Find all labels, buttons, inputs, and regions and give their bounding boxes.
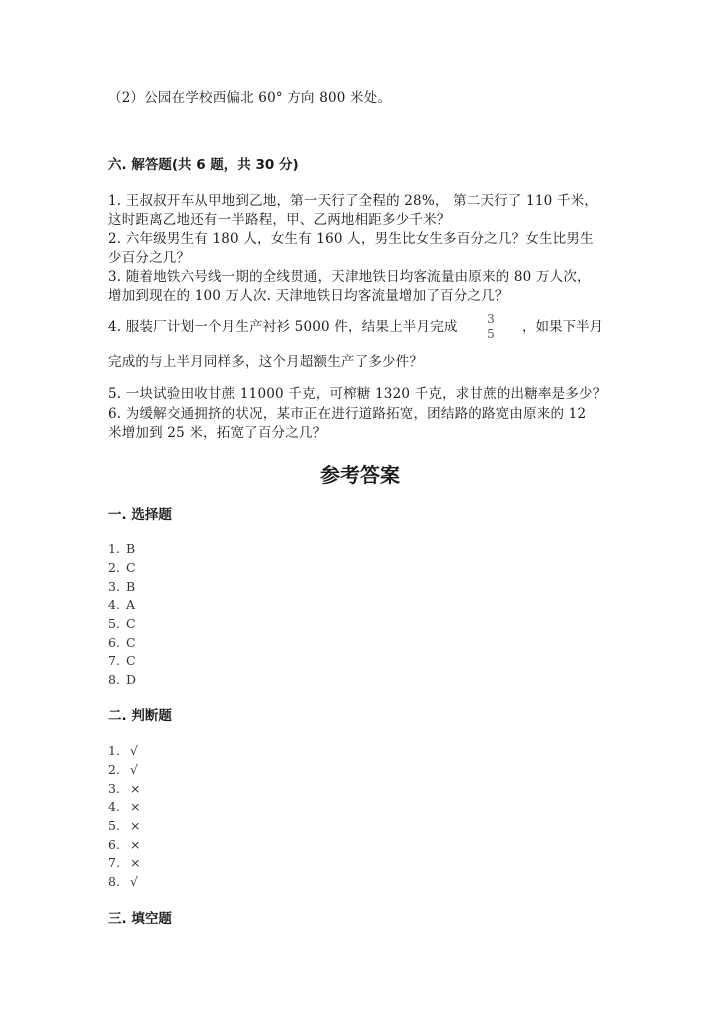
- question-1-line-1: 1. 王叔叔开车从甲地到乙地，第一天行了全程的 28%， 第二天行了 110 千米，: [108, 193, 599, 209]
- question-4-line-1-left: 4. 服装厂计划一个月生产衬衫 5000 件，结果上半月完成: [108, 319, 458, 335]
- fraction-numerator: 3: [487, 312, 495, 326]
- question-2-line-2: 少百分之几？: [108, 250, 191, 266]
- answer-item: 3. B: [108, 579, 136, 594]
- answers-section-2-heading: 二. 判断题: [108, 708, 172, 724]
- answer-item: 7. C: [108, 653, 136, 668]
- question-4-line-2: 完成的与上半月同样多，这个月超额生产了多少件？: [108, 354, 424, 370]
- fraction-three-fifths: [484, 312, 498, 342]
- answer-item: 6. C: [108, 635, 136, 650]
- question-5-line-1: 5. 一块试验田收甘蔗 11000 千克，可榨糖 1320 千克，求甘蔗的出糖率是多少？: [108, 386, 607, 402]
- answer-item: 8. D: [108, 672, 137, 687]
- answer-item: 5. ×: [108, 818, 141, 833]
- fraction-denominator: 5: [487, 327, 495, 341]
- answers-section-3-heading: 三. 填空题: [108, 911, 172, 927]
- answer-key-title: 参考答案: [320, 463, 400, 487]
- question-4-line-1-right: ，如果下半月: [522, 319, 603, 335]
- answer-item: 2. C: [108, 560, 136, 575]
- question-1-line-2: 这时距离乙地还有一半路程，甲、乙两地相距多少千米？: [108, 212, 451, 228]
- question-3-line-2: 增加到现在的 100 万人次. 天津地铁日均客流量增加了百分之几？: [108, 288, 509, 304]
- answer-item: 7. ×: [108, 855, 141, 870]
- answer-item: 1. √: [108, 743, 138, 758]
- answer-item: 4. ×: [108, 799, 141, 814]
- prev-item-2: （2）公园在学校西偏北 60° 方向 800 米处。: [108, 90, 392, 106]
- answer-item: 2. √: [108, 762, 138, 777]
- answer-item: 8. √: [108, 874, 138, 889]
- question-2-line-1: 2. 六年级男生有 180 人，女生有 160 人，男生比女生多百分之几？女生比男生: [108, 231, 594, 247]
- answer-item: 6. ×: [108, 837, 141, 852]
- answer-item: 4. A: [108, 597, 136, 612]
- question-3-line-1: 3. 随着地铁六号线一期的全线贯通，天津地铁日均客流量由原来的 80 万人次，: [108, 269, 591, 285]
- section-6-heading: 六. 解答题(共 6 题，共 30 分): [108, 157, 299, 173]
- answers-section-1-heading: 一. 选择题: [108, 507, 172, 523]
- answer-item: 1. B: [108, 541, 136, 556]
- answer-item: 3. ×: [108, 781, 141, 796]
- question-6-line-2: 米增加到 25 米，拓宽了百分之几？: [108, 425, 327, 441]
- question-6-line-1: 6. 为缓解交通拥挤的状况，某市正在进行道路拓宽，团结路的路宽由原来的 12: [108, 406, 587, 422]
- answer-item: 5. C: [108, 616, 136, 631]
